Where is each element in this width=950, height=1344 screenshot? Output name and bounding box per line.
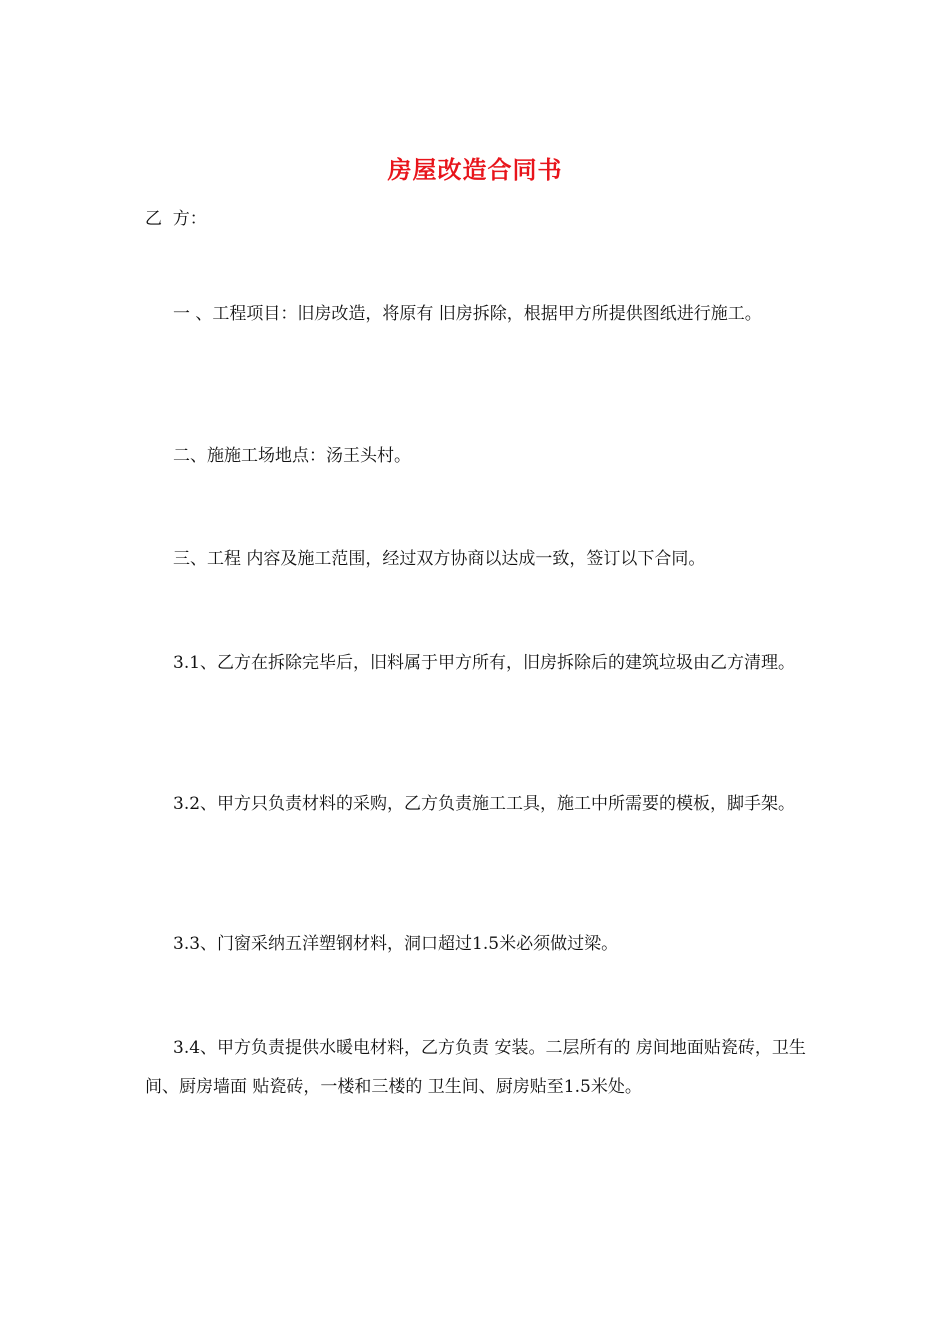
paragraph-clause-3-2: 3.2、甲方只负责材料的采购，乙方负责施工工具，施工中所需要的模板，脚手架。 xyxy=(173,794,796,814)
page-title: 房屋改造合同书 xyxy=(387,155,563,184)
paragraph-site: 二、施施工场地点：汤王头村。 xyxy=(173,446,411,466)
paragraph-clause-3-3: 3.3、门窗采纳五洋塑钢材料，洞口超过1.5米必须做过梁。 xyxy=(173,934,619,954)
paragraph-clause-3-1: 3.1、乙方在拆除完毕后，旧料属于甲方所有，旧房拆除后的建筑垃圾由乙方清理。 xyxy=(173,653,796,673)
paragraph-project: 一 、工程项目：旧房改造，将原有 旧房拆除，根据甲方所提供图纸进行施工。 xyxy=(173,304,762,324)
party-b-label: 乙 方： xyxy=(145,209,207,229)
paragraph-scope: 三、工程 内容及施工范围，经过双方协商以达成一致，签订以下合同。 xyxy=(173,549,706,569)
paragraph-clause-3-4: 3.4、甲方负责提供水暖电材料，乙方负责 安装。二层所有的 房间地面贴瓷砖，卫生间、厨房墙面 贴瓷砖，一楼和三楼的 卫生间、厨房贴至1.5米处。 xyxy=(145,1038,806,1097)
